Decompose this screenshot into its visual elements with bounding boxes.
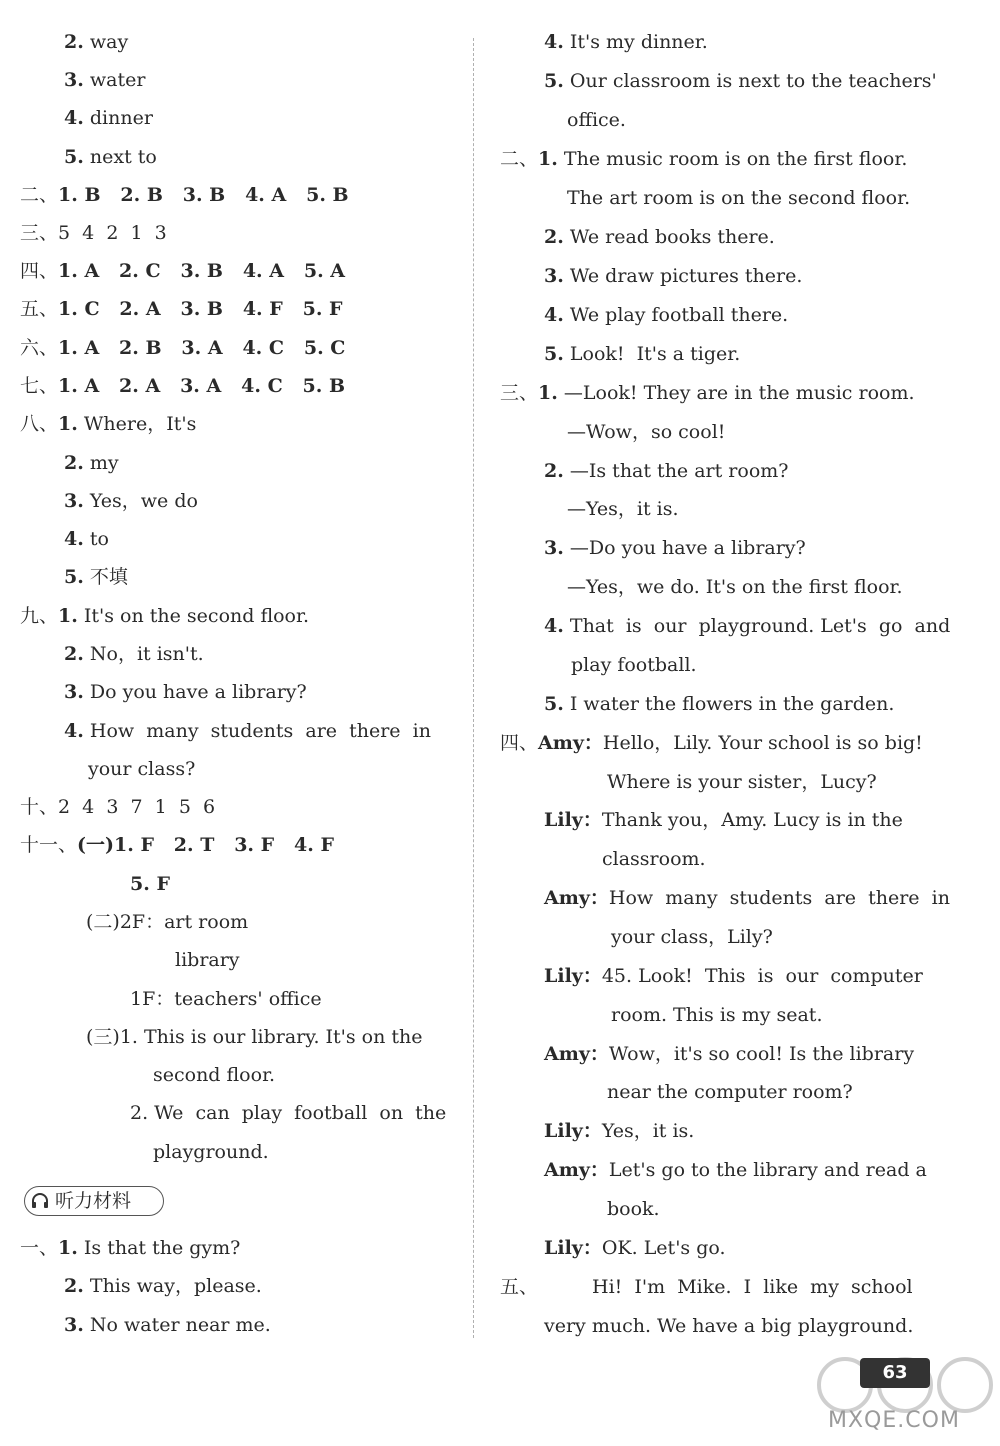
right-line: 4. It's my dinner. [544,31,708,53]
left-line: 4. to [64,528,109,550]
right-line: 5. Our classroom is next to the teachers' [544,70,937,92]
left-line: 三、5 4 2 1 3 [20,222,167,244]
right-line: 2. We read books there. [544,226,775,248]
right-line: room. This is my seat. [611,1004,823,1026]
right-line: The art room is on the second floor. [567,187,911,209]
right-line: 5. Look! It's a tiger. [544,343,741,365]
left-line: 5. 不填 [64,566,128,588]
headphones-icon [31,1192,49,1210]
left-line: 5. next to [64,146,157,168]
left-line: 4. dinner [64,107,153,129]
right-line: 五、 Hi! I'm Mike. I like my school [500,1276,913,1298]
right-line: classroom. [602,848,706,870]
left-line: 八、1. Where，It's [20,413,197,435]
listening-material-label: 听力材料 [55,1190,132,1212]
left-line: 五、1. C 2. A 3. B 4. F 5. F [20,298,343,320]
right-line: 3. —Do you have a library? [544,537,806,559]
left-line: 2. We can play football on the [130,1102,447,1124]
watermark-url: MXQE.COM [828,1408,960,1433]
left-line: 3. Do you have a library? [64,681,307,703]
right-line: book. [607,1198,660,1220]
right-line: Where is your sister，Lucy? [607,771,877,793]
left-line: 四、1. A 2. C 3. B 4. A 5. A [20,260,346,282]
right-line: —Yes，it is. [567,498,679,520]
right-line: play football. [571,654,697,676]
right-line: office. [567,109,626,131]
right-line: very much. We have a big playground. [544,1315,914,1337]
right-line: 4. That is our playground. Let's go and [544,615,951,637]
listening-material-tag [24,1186,164,1216]
left-line: 1F：teachers' office [130,988,322,1010]
left-line: 十一、(一)1. F 2. T 3. F 4. F [20,834,334,856]
right-line: 三、1. —Look! They are in the music room. [500,382,915,404]
left-line: 二、1. B 2. B 3. B 4. A 5. B [20,184,349,206]
left-line: 5. F [130,873,170,895]
right-line: Amy：Let's go to the library and read a [544,1159,927,1181]
right-line: 4. We play football there. [544,304,789,326]
left-line: 2. my [64,452,119,474]
listening-line: 一、1. Is that the gym? [20,1237,241,1259]
right-line: 2. —Is that the art room? [544,460,789,482]
left-line: (三)1. This is our library. It's on the [86,1026,423,1048]
right-line: 5. I water the flowers in the garden. [544,693,895,715]
listening-line: 2. This way，please. [64,1275,262,1297]
right-line: near the computer room? [607,1081,853,1103]
left-line: second floor. [153,1064,276,1086]
right-line: 四、Amy：Hello，Lily. Your school is so big! [500,732,923,754]
right-line: Lily：OK. Let's go. [544,1237,726,1259]
right-line: your class，Lily? [611,926,773,948]
right-line: Lily：Thank you，Amy. Lucy is in the [544,809,903,831]
left-line: playground. [153,1141,269,1163]
right-line: —Wow，so cool! [567,421,726,443]
left-line: 3. water [64,69,146,91]
left-line: 2. No，it isn't. [64,643,204,665]
left-line: 六、1. A 2. B 3. A 4. C 5. C [20,337,346,359]
right-line: —Yes，we do. It's on the first floor. [567,576,903,598]
left-line: 4. How many students are there in [64,720,431,742]
left-line: (二)2F：art room [86,911,249,933]
left-line: your class? [88,758,196,780]
listening-line: 3. No water near me. [64,1314,271,1336]
left-line: 3. Yes，we do [64,490,198,512]
left-line: 十、2 4 3 7 1 5 6 [20,796,216,818]
right-line: 二、1. The music room is on the first floor. [500,148,908,170]
left-line: 九、1. It's on the second floor. [20,605,310,627]
left-line: 七、1. A 2. A 3. A 4. C 5. B [20,375,346,397]
left-line: library [175,949,240,971]
right-line: 3. We draw pictures there. [544,265,803,287]
page-number: 63 [860,1358,930,1388]
right-line: Lily：45. Look! This is our computer [544,965,923,987]
right-line: Lily：Yes，it is. [544,1120,695,1142]
right-line: Amy：Wow，it's so cool! Is the library [544,1043,915,1065]
left-line: 2. way [64,31,129,53]
right-line: Amy：How many students are there in [544,887,950,909]
column-divider [473,38,474,1338]
